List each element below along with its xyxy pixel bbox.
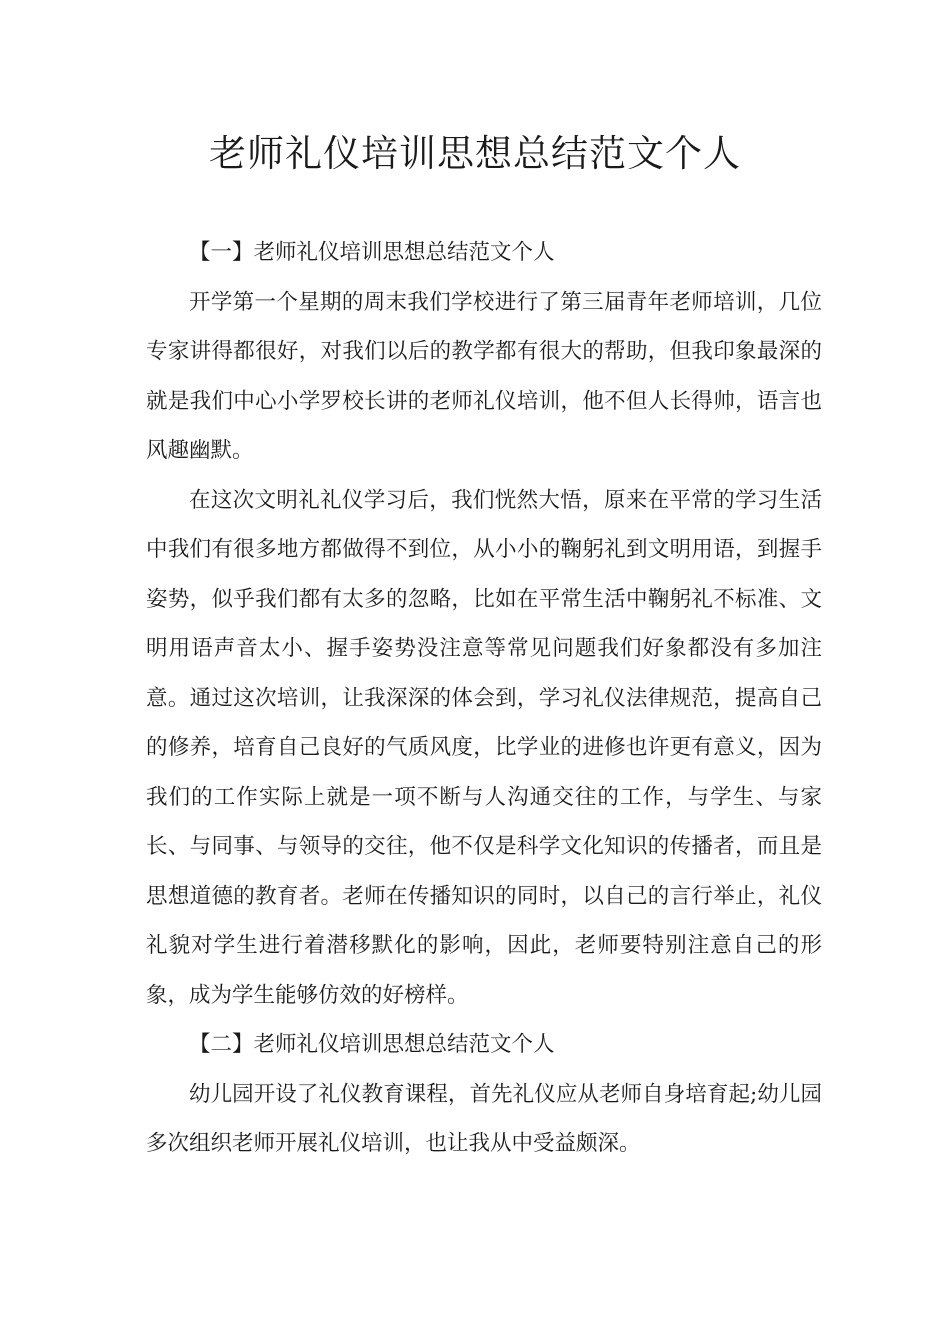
section-heading-2: 【二】老师礼仪培训思想总结范文个人 (189, 1032, 555, 1057)
section-heading-1: 【一】老师礼仪培训思想总结范文个人 (189, 240, 555, 265)
paragraph: 开学第一个星期的周末我们学校进行了第三届青年老师培训，几位专家讲得都很好，对我们以后的教学都有很大的帮助，但我印象最深的就是我们中心小学罗校长讲的老师礼仪培训，他不但人长得帅，语言也风趣幽默。 (146, 289, 822, 463)
document-body (146, 228, 822, 1169)
paragraph: 幼儿园开设了礼仪教育课程，首先礼仪应从老师自身培育起;幼儿园多次组织老师开展礼仪培训，也让我从中受益颇深。 (146, 1081, 822, 1156)
page-title: 老师礼仪培训思想总结范文个人 (209, 132, 741, 175)
paragraph: 在这次文明礼礼仪学习后，我们恍然大悟，原来在平常的学习生活中我们有很多地方都做得不到位，从小小的鞠躬礼到文明用语，到握手姿势，似乎我们都有太多的忽略，比如在平常生活中鞠躬礼不标准、文明用语声音太小、握手姿势没注意等常见问题我们好象都没有多加注意。通过这次培训，让我深深的体会到，学习礼仪法律规范，提高自己的修养，培育自己良好的气质风度，比学业的进修也许更有意义，因为我们的工作实际上就是一项不断与人沟通交往的工作，与学生、与家长、与同事、与领导的交往，他不仅是科学文化知识的传播者，而且是思想道德的教育者。老师在传播知识的同时，以自己的言行举止，礼仪礼貌对学生进行着潜移默化的影响，因此，老师要特别注意自己的形象，成为学生能够仿效的好榜样。 (146, 487, 822, 1008)
